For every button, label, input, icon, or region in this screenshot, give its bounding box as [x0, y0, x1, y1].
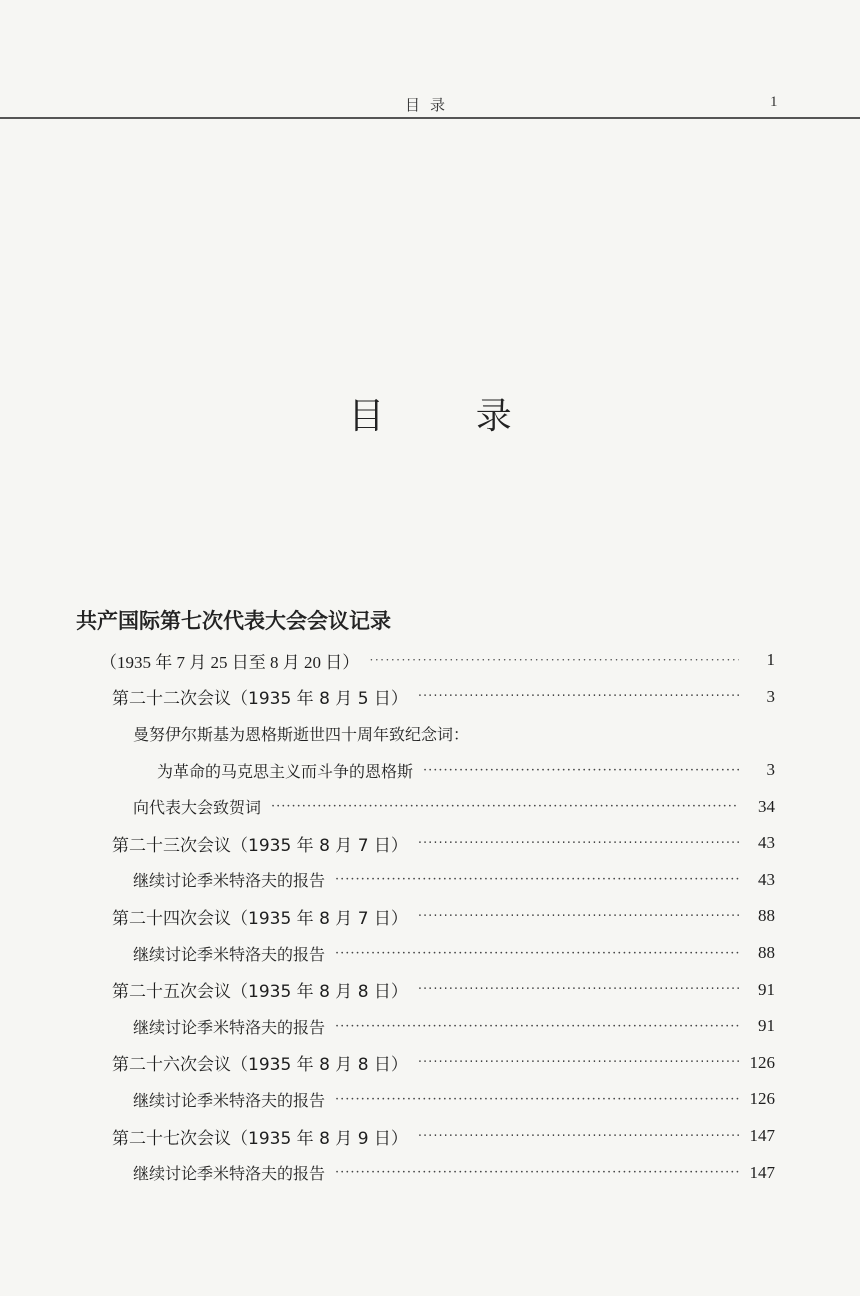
toc-entry-page: 3 — [766, 760, 775, 780]
toc-entry-page: 88 — [758, 906, 775, 926]
toc-entry[interactable] — [0, 935, 860, 972]
dot-leader — [418, 836, 739, 851]
dot-leader — [335, 1165, 739, 1180]
toc-entry[interactable] — [0, 752, 860, 789]
section-title: 共产国际第七次代表大会会议记录 — [76, 609, 391, 633]
toc-entry-label: 第二十七次会议（1935 年 8 月 9 日） — [112, 1128, 408, 1149]
toc-entry-label: 继续讨论季米特洛夫的报告 — [133, 1017, 326, 1037]
dot-leader — [369, 652, 739, 668]
page-number: 1 — [770, 94, 778, 110]
toc-entry-label: 继续讨论季米特洛夫的报告 — [133, 944, 326, 964]
toc-entry-label: 第二十三次会议（1935 年 8 月 7 日） — [112, 835, 408, 856]
dot-leader — [335, 1092, 739, 1107]
toc-entry-page: 91 — [758, 1016, 775, 1036]
dot-leader — [418, 909, 739, 924]
toc-entry[interactable] — [0, 1154, 860, 1191]
toc-entry-page: 147 — [749, 1162, 775, 1182]
toc-entry-label: 曼努伊尔斯基为恩格斯逝世四十周年致纪念词： — [133, 724, 470, 744]
toc-entry-label: （1935 年 7 月 25 日至 8 月 20 日） — [100, 652, 360, 672]
dot-leader — [271, 799, 739, 814]
toc-entry[interactable] — [0, 971, 860, 1008]
toc-entry-page: 126 — [749, 1089, 775, 1109]
table-of-contents — [0, 642, 860, 1191]
toc-entry-page: 91 — [758, 979, 775, 999]
toc-entry[interactable] — [0, 1008, 860, 1045]
toc-entry[interactable] — [0, 679, 860, 716]
dot-leader — [418, 982, 739, 997]
toc-entry-label: 为革命的马克思主义而斗争的恩格斯 — [157, 761, 414, 781]
toc-entry[interactable] — [0, 862, 860, 899]
running-header-title: 目录 — [404, 96, 455, 114]
toc-entry-label: 继续讨论季米特洛夫的报告 — [133, 871, 326, 891]
toc-entry[interactable] — [0, 715, 860, 752]
toc-entry[interactable] — [0, 1081, 860, 1118]
toc-entry-page: 1 — [766, 650, 775, 670]
toc-entry-label: 继续讨论季米特洛夫的报告 — [133, 1090, 326, 1110]
toc-entry-label: 继续讨论季米特洛夫的报告 — [133, 1164, 326, 1184]
toc-entry[interactable] — [0, 788, 860, 825]
toc-entry-page: 126 — [749, 1052, 775, 1072]
toc-entry[interactable] — [0, 825, 860, 862]
toc-entry-page: 34 — [758, 796, 775, 816]
toc-entry[interactable] — [0, 1118, 860, 1155]
toc-entry[interactable] — [0, 898, 860, 935]
toc-entry-page: 3 — [766, 686, 775, 706]
toc-entry-page: 88 — [758, 943, 775, 963]
dot-leader — [335, 872, 739, 887]
dot-leader — [423, 763, 739, 778]
toc-entry-label: 第二十六次会议（1935 年 8 月 8 日） — [112, 1055, 408, 1076]
dot-leader — [335, 1019, 739, 1034]
dot-leader — [418, 1129, 739, 1144]
page-title: 目 录 — [348, 396, 552, 437]
toc-entry-label: 向代表大会致贺词 — [133, 798, 262, 818]
toc-entry-page: 43 — [758, 833, 775, 853]
dot-leader — [418, 1055, 739, 1070]
toc-entry-page: 147 — [749, 1126, 775, 1146]
dot-leader — [335, 946, 739, 961]
toc-entry-page: 43 — [758, 869, 775, 889]
toc-entry[interactable] — [0, 642, 860, 679]
header-rule — [0, 117, 860, 119]
dot-leader — [418, 689, 739, 704]
toc-entry-label: 第二十四次会议（1935 年 8 月 7 日） — [112, 908, 408, 929]
toc-entry[interactable] — [0, 1045, 860, 1082]
toc-entry-label: 第二十五次会议（1935 年 8 月 8 日） — [112, 982, 408, 1003]
toc-entry-label: 第二十二次会议（1935 年 8 月 5 日） — [112, 689, 408, 710]
